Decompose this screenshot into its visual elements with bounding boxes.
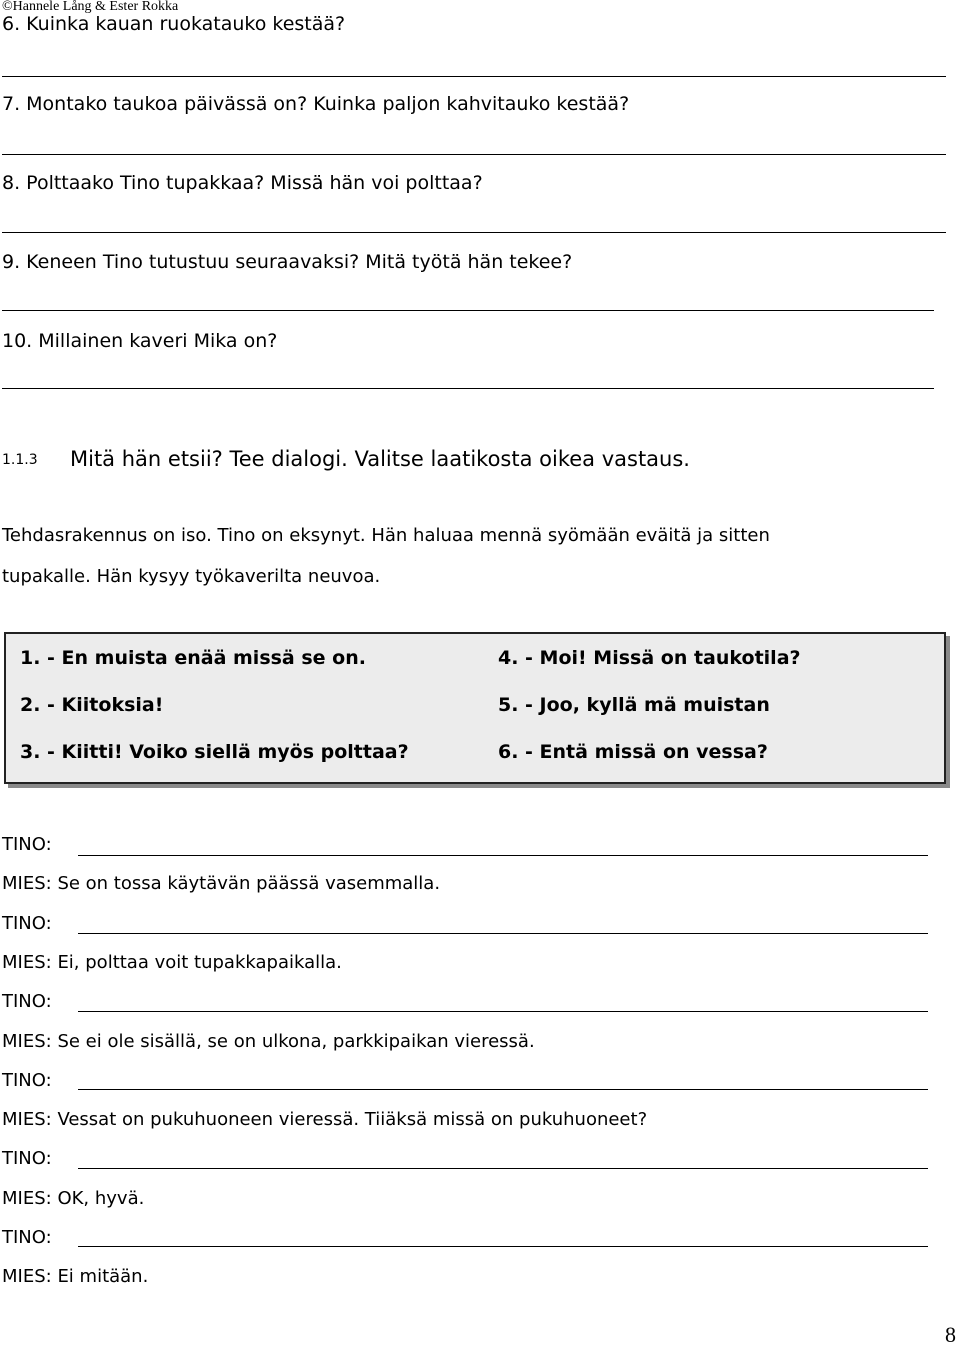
dialogue-mies-2 xyxy=(2,952,342,973)
answer-line-6[interactable] xyxy=(2,76,946,77)
dialogue-text: Vessat on pukuhuoneen vieressä. Tiiäksä missä on pukuhuoneet? xyxy=(57,1109,648,1130)
dialogue-answer-line-6[interactable] xyxy=(78,1246,928,1247)
answer-line-8[interactable] xyxy=(2,232,946,233)
question-7: 7. Montako taukoa päivässä on? Kuinka paljon kahvitauko kestää? xyxy=(2,93,630,115)
speaker-label: MIES: xyxy=(2,1188,52,1209)
dialogue-text: Ei mitään. xyxy=(57,1266,149,1287)
speaker-label: TINO: xyxy=(2,991,52,1012)
option-1[interactable]: 1. - En muista enää missä se on. xyxy=(20,647,366,669)
question-9: 9. Keneen Tino tutustuu seuraavaksi? Mitä työtä hän tekee? xyxy=(2,251,573,273)
answer-line-10[interactable] xyxy=(2,388,934,389)
option-4[interactable]: 4. - Moi! Missä on taukotila? xyxy=(498,647,801,669)
section-number: 1.1.3 xyxy=(2,452,38,468)
option-2[interactable]: 2. - Kiitoksia! xyxy=(20,694,164,716)
dialogue-answer-line-3[interactable] xyxy=(78,1011,928,1012)
speaker-label: TINO: xyxy=(2,1227,52,1248)
dialogue-tino-4 xyxy=(2,1070,52,1091)
option-3[interactable]: 3. - Kiitti! Voiko siellä myös polttaa? xyxy=(20,741,409,763)
speaker-label: MIES: xyxy=(2,952,52,973)
answer-line-9[interactable] xyxy=(2,310,934,311)
speaker-label: TINO: xyxy=(2,1148,52,1169)
dialogue-answer-line-2[interactable] xyxy=(78,933,928,934)
dialogue-mies-1 xyxy=(2,873,440,894)
dialogue-text: Se on tossa käytävän päässä vasemmalla. xyxy=(57,873,441,894)
option-6[interactable]: 6. - Entä missä on vessa? xyxy=(498,741,768,763)
dialogue-text: Se ei ole sisällä, se on ulkona, parkkipaikan vieressä. xyxy=(57,1031,535,1052)
dialogue-tino-5 xyxy=(2,1148,52,1169)
intro-line-1: Tehdasrakennus on iso. Tino on eksynyt. Hän haluaa mennä syömään eväitä ja sitten xyxy=(2,525,770,546)
speaker-label: MIES: xyxy=(2,1031,52,1052)
question-8: 8. Polttaako Tino tupakkaa? Missä hän voi polttaa? xyxy=(2,172,483,194)
dialogue-answer-line-5[interactable] xyxy=(78,1168,928,1169)
dialogue-mies-3 xyxy=(2,1031,535,1052)
question-6: 6. Kuinka kauan ruokatauko kestää? xyxy=(2,13,346,35)
dialogue-answer-line-1[interactable] xyxy=(78,855,928,856)
option-5[interactable]: 5. - Joo, kyllä mä muistan xyxy=(498,694,770,716)
section-title: Mitä hän etsii? Tee dialogi. Valitse laatikosta oikea vastaus. xyxy=(70,447,690,471)
page-number: 8 xyxy=(945,1322,956,1347)
speaker-label: MIES: xyxy=(2,1266,52,1287)
dialogue-answer-line-4[interactable] xyxy=(78,1089,928,1090)
answer-options-box xyxy=(4,632,946,784)
dialogue-mies-4 xyxy=(2,1109,647,1130)
dialogue-tino-6 xyxy=(2,1227,52,1248)
dialogue-tino-1 xyxy=(2,834,52,855)
answer-line-7[interactable] xyxy=(2,154,946,155)
speaker-label: MIES: xyxy=(2,1109,52,1130)
dialogue-mies-5 xyxy=(2,1188,144,1209)
speaker-label: MIES: xyxy=(2,873,52,894)
speaker-label: TINO: xyxy=(2,1070,52,1091)
dialogue-tino-3 xyxy=(2,991,52,1012)
dialogue-mies-6 xyxy=(2,1266,148,1287)
speaker-label: TINO: xyxy=(2,834,52,855)
intro-line-2: tupakalle. Hän kysyy työkaverilta neuvoa. xyxy=(2,566,381,587)
question-10: 10. Millainen kaveri Mika on? xyxy=(2,330,278,352)
copyright-notice: ©Hannele Lång & Ester Rokka xyxy=(2,0,179,14)
speaker-label: TINO: xyxy=(2,913,52,934)
dialogue-text: OK, hyvä. xyxy=(57,1188,145,1209)
dialogue-text: Ei, polttaa voit tupakkapaikalla. xyxy=(57,952,342,973)
dialogue-tino-2 xyxy=(2,913,52,934)
